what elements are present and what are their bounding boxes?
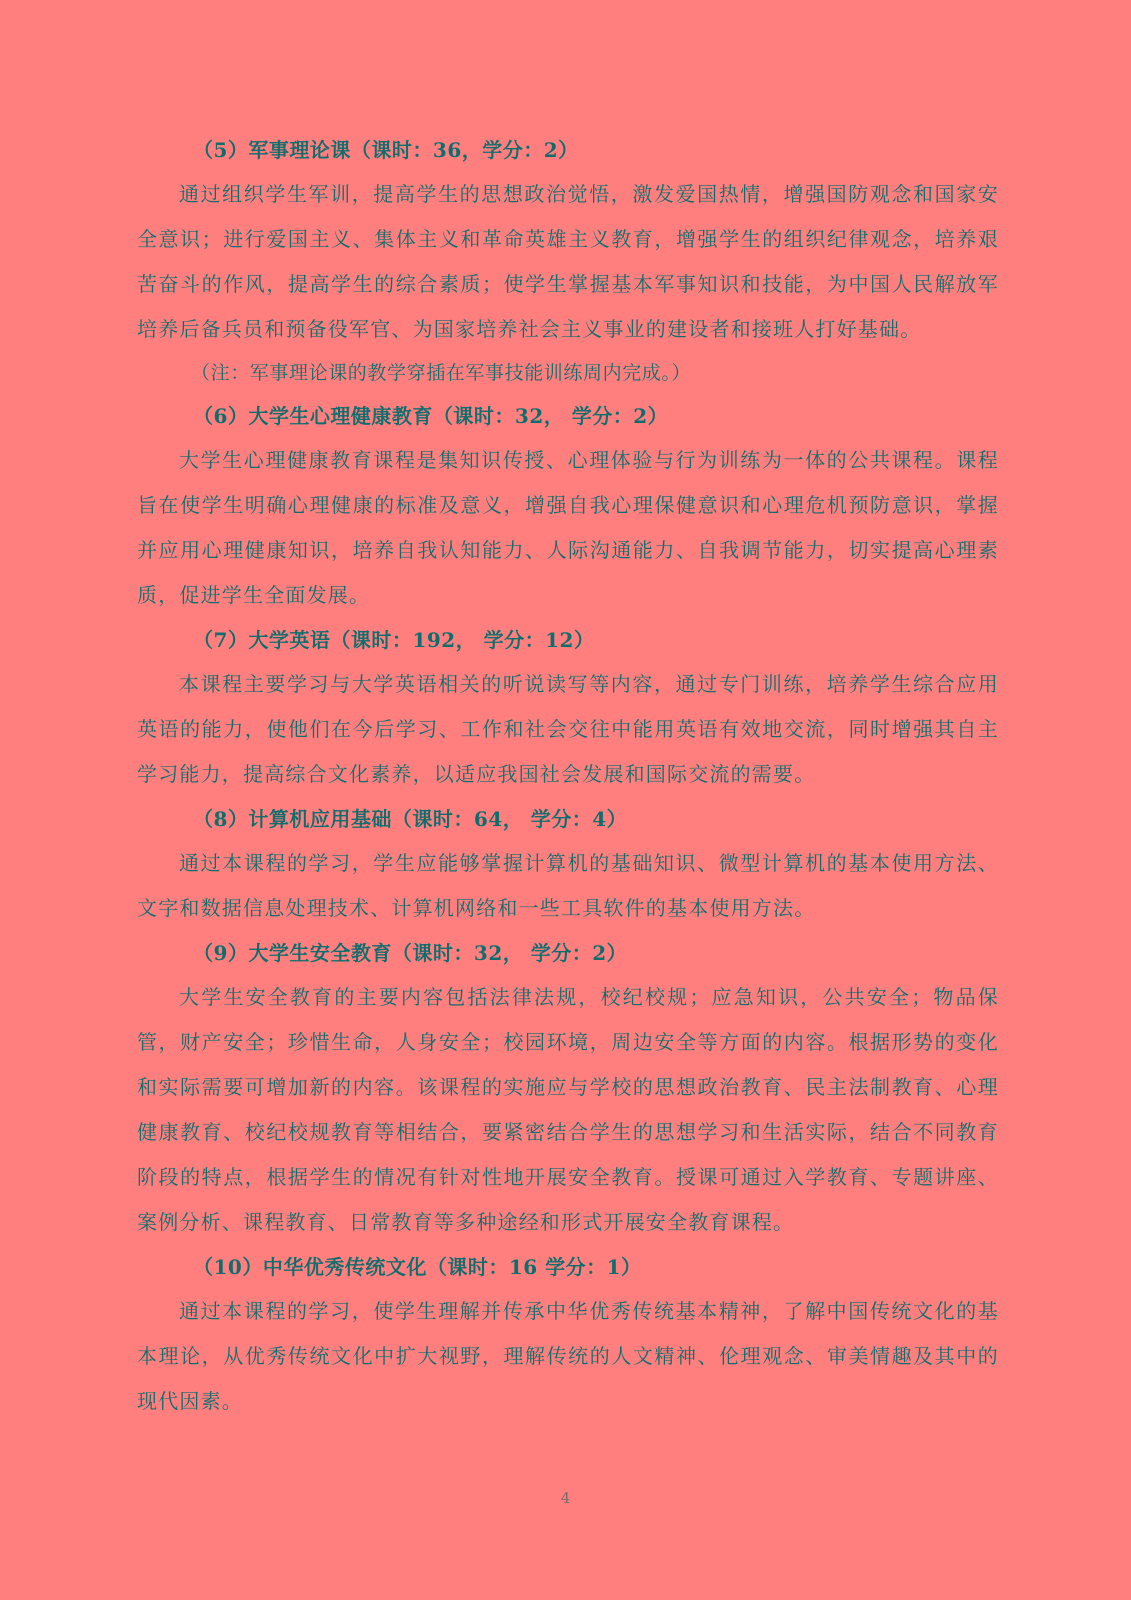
- section-note-military-theory: （注：军事理论课的教学穿插在军事技能训练周内完成。）: [191, 362, 692, 384]
- section-paragraph-mental-health: 大学生心理健康教育课程是集知识传授、心理体验与行为训练为一体的公共课程。课程旨在使学生明确心理健康的标准及意义，增强自我心理保健意识和心理危机预防意识，掌握并应用心理健康知识，培养自我认知能力、人际沟通能力、自我调节能力，切实提高心理素质，促进学生全面发展。: [137, 448, 999, 607]
- section-paragraph-military-theory: 通过组织学生军训，提高学生的思想政治觉悟，激发爱国热情，增强国防观念和国家安全意识；进行爱国主义、集体主义和革命英雄主义教育，增强学生的组织纪律观念，培养艰苦奋斗的作风，提高学生的综合素质；使学生掌握基本军事知识和技能，为中国人民解放军培养后备兵员和预备役军官、为国家培养社会主义事业的建设者和接班人打好基础。: [137, 182, 999, 341]
- section-heading-college-english: （7）大学英语（课时：192， 学分：12）: [193, 628, 595, 652]
- document-body: [137, 128, 999, 1424]
- section-heading-computer-basics: （8）计算机应用基础（课时：64， 学分：4）: [193, 807, 628, 831]
- section-paragraph-college-english: 本课程主要学习与大学英语相关的听说读写等内容，通过专门训练，培养学生综合应用英语的能力，使他们在今后学习、工作和社会交往中能用英语有效地交流，同时增强其自主学习能力，提高综合文化素养，以适应我国社会发展和国际交流的需要。: [137, 672, 999, 786]
- section-heading-mental-health: （6）大学生心理健康教育（课时：32， 学分：2）: [193, 404, 669, 428]
- page-number: 4: [560, 1489, 571, 1507]
- section-paragraph-computer-basics: 通过本课程的学习，学生应能够掌握计算机的基础知识、微型计算机的基本使用方法、文字和数据信息处理技术、计算机网络和一些工具软件的基本使用方法。: [137, 851, 999, 920]
- section-paragraph-traditional-culture: 通过本课程的学习，使学生理解并传承中华优秀传统基本精神，了解中国传统文化的基本理论，从优秀传统文化中扩大视野，理解传统的人文精神、伦理观念、审美情趣及其中的现代因素。: [137, 1299, 999, 1413]
- section-heading-traditional-culture: （10）中华优秀传统文化（课时：16 学分：1）: [193, 1255, 642, 1279]
- section-paragraph-safety-education: 大学生安全教育的主要内容包括法律法规，校纪校规；应急知识，公共安全；物品保管，财产安全；珍惜生命，人身安全；校园环境，周边安全等方面的内容。根据形势的变化和实际需要可增加新的内容。该课程的实施应与学校的思想政治教育、民主法制教育、心理健康教育、校纪校规教育等相结合，要紧密结合学生的思想学习和生活实际，结合不同教育阶段的特点，根据学生的情况有针对性地开展安全教育。授课可通过入学教育、专题讲座、案例分析、课程教育、日常教育等多种途经和形式开展安全教育课程。: [137, 985, 999, 1234]
- section-heading-military-theory: （5）军事理论课（课时：36，学分：2）: [193, 138, 579, 162]
- section-heading-safety-education: （9）大学生安全教育（课时：32， 学分：2）: [193, 941, 628, 965]
